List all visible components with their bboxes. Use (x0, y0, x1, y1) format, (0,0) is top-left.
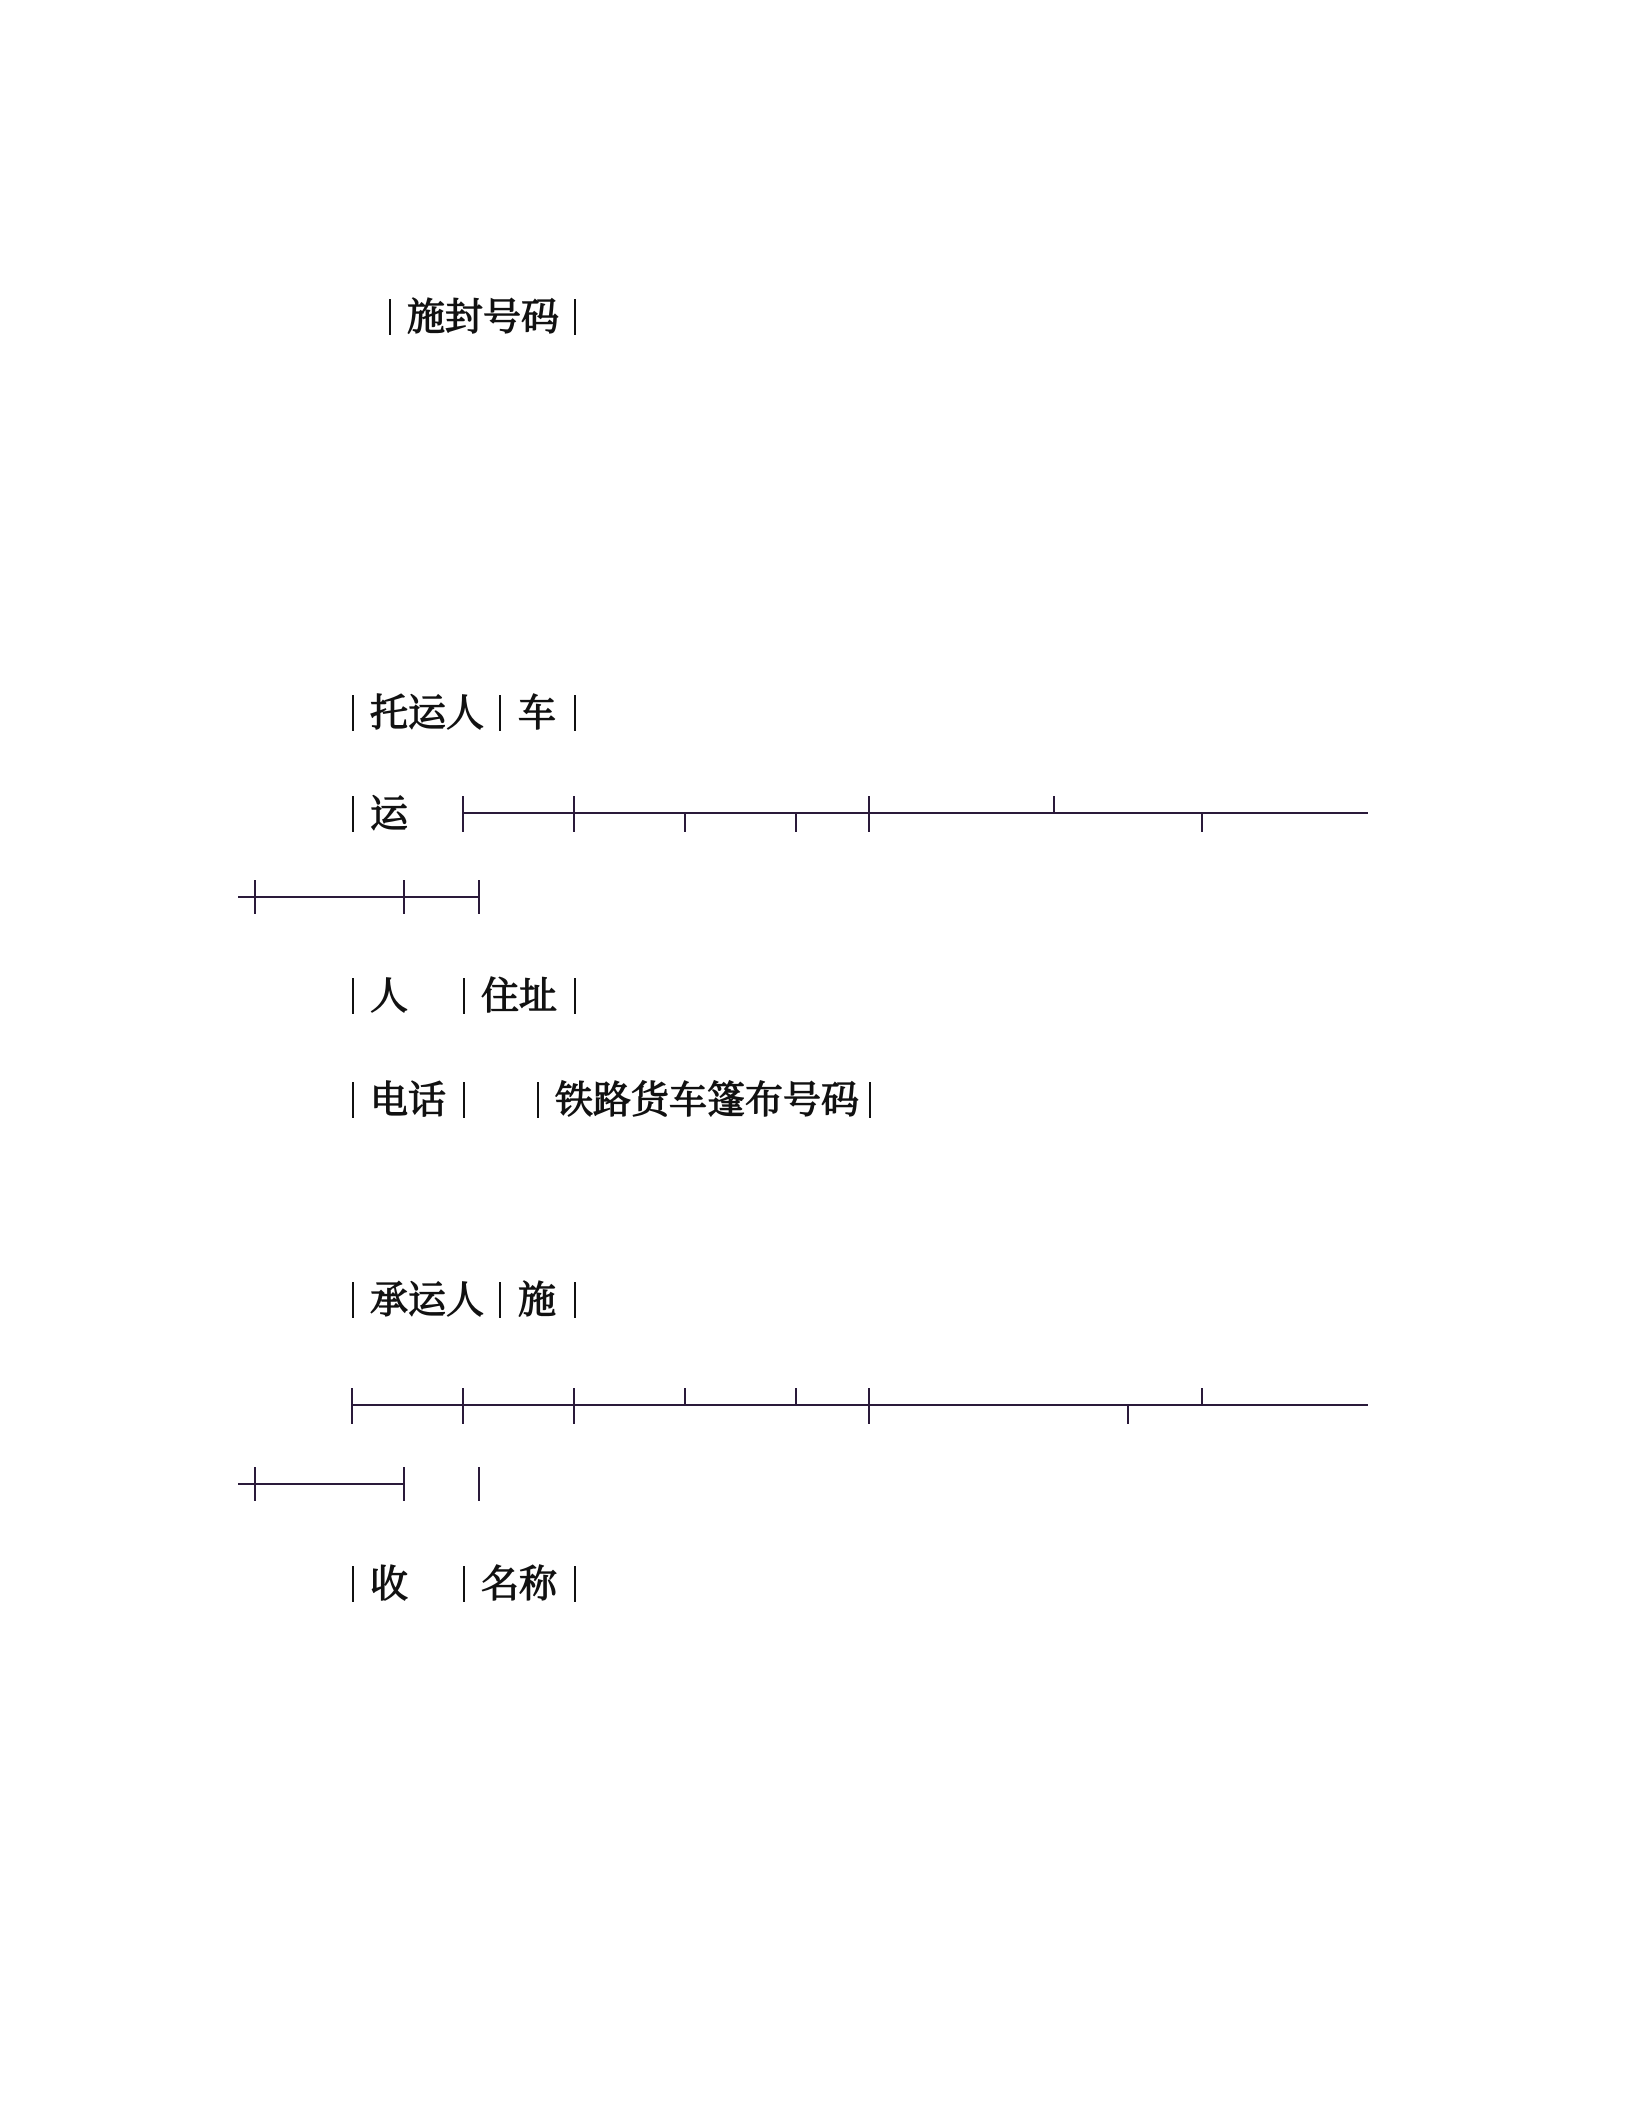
name-label: 名称 (481, 1562, 558, 1606)
address-label: 住址 (481, 974, 558, 1018)
seal-char: 施 (518, 1278, 557, 1322)
consign-char: 运 (370, 792, 409, 836)
phone-label: 电话 (370, 1078, 447, 1122)
tarp-number-label: 铁路货车篷布号码 (555, 1078, 860, 1122)
car-label: 车 (518, 691, 557, 735)
receive-char: 收 (370, 1562, 409, 1606)
seal-number-label: 施封号码 (407, 295, 560, 339)
consignor-label: 托运人 (370, 691, 485, 735)
person-char: 人 (370, 974, 409, 1018)
carrier-label: 承运人 (370, 1278, 485, 1322)
